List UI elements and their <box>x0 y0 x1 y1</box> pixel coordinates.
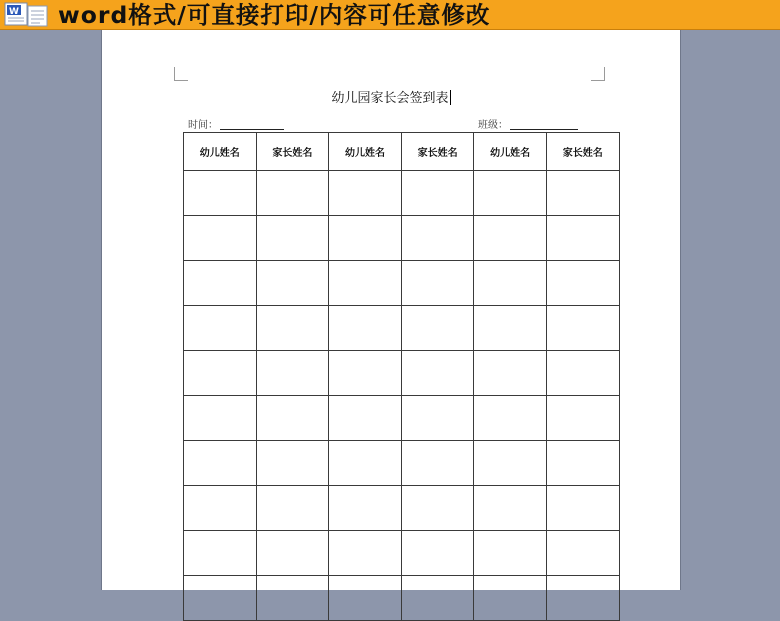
word-document-icon <box>4 2 50 28</box>
table-cell[interactable] <box>474 171 547 216</box>
sign-in-table <box>183 132 620 621</box>
table-cell[interactable] <box>256 486 329 531</box>
class-field[interactable] <box>478 118 578 132</box>
table-row <box>184 486 620 531</box>
table-cell[interactable] <box>546 441 619 486</box>
table-cell[interactable] <box>184 261 257 306</box>
time-blank-line[interactable] <box>220 118 284 130</box>
header-child-name: 幼儿姓名 <box>474 133 547 171</box>
table-cell[interactable] <box>546 306 619 351</box>
table-cell[interactable] <box>546 261 619 306</box>
table-cell[interactable] <box>329 486 402 531</box>
header-parent-name: 家长姓名 <box>256 133 329 171</box>
table-cell[interactable] <box>401 486 474 531</box>
time-label: 时间： <box>188 120 218 131</box>
table-cell[interactable] <box>401 261 474 306</box>
table-cell[interactable] <box>329 351 402 396</box>
table-cell[interactable] <box>256 306 329 351</box>
table-row <box>184 396 620 441</box>
table-cell[interactable] <box>256 216 329 261</box>
document-title[interactable] <box>102 88 680 110</box>
svg-text:W: W <box>9 7 19 17</box>
table-cell[interactable] <box>329 171 402 216</box>
table-cell[interactable] <box>329 261 402 306</box>
table-cell[interactable] <box>256 351 329 396</box>
table-cell[interactable] <box>329 576 402 621</box>
banner-text: word格式/可直接打印/内容可任意修改 <box>58 1 491 29</box>
header-child-name: 幼儿姓名 <box>184 133 257 171</box>
table-cell[interactable] <box>184 531 257 576</box>
table-cell[interactable] <box>546 171 619 216</box>
table-row <box>184 171 620 216</box>
margin-corner-mark-left <box>174 67 188 81</box>
margin-corner-mark-right <box>591 67 605 81</box>
table-cell[interactable] <box>184 306 257 351</box>
table-body <box>184 171 620 621</box>
table-cell[interactable] <box>329 441 402 486</box>
table-row <box>184 441 620 486</box>
table-cell[interactable] <box>546 216 619 261</box>
workspace-background-left <box>0 30 100 585</box>
table-cell[interactable] <box>474 351 547 396</box>
table-cell[interactable] <box>474 216 547 261</box>
document-page[interactable] <box>102 30 680 590</box>
time-field[interactable] <box>188 118 284 132</box>
table-cell[interactable] <box>184 351 257 396</box>
table-header-row <box>184 133 620 171</box>
table-cell[interactable] <box>401 306 474 351</box>
text-cursor <box>450 90 451 105</box>
table-cell[interactable] <box>401 351 474 396</box>
promo-banner <box>0 0 780 30</box>
table-cell[interactable] <box>256 531 329 576</box>
table-cell[interactable] <box>184 576 257 621</box>
table-cell[interactable] <box>546 531 619 576</box>
table-row <box>184 261 620 306</box>
table-row <box>184 531 620 576</box>
table-cell[interactable] <box>474 306 547 351</box>
table-cell[interactable] <box>256 171 329 216</box>
table-cell[interactable] <box>474 441 547 486</box>
table-cell[interactable] <box>329 306 402 351</box>
table-cell[interactable] <box>401 396 474 441</box>
table-row <box>184 351 620 396</box>
table-cell[interactable] <box>184 441 257 486</box>
table-cell[interactable] <box>474 486 547 531</box>
table-cell[interactable] <box>401 216 474 261</box>
table-cell[interactable] <box>329 216 402 261</box>
table-cell[interactable] <box>184 216 257 261</box>
table-row <box>184 576 620 621</box>
table-cell[interactable] <box>401 531 474 576</box>
header-child-name: 幼儿姓名 <box>329 133 402 171</box>
class-blank-line[interactable] <box>510 118 578 130</box>
table-cell[interactable] <box>401 171 474 216</box>
table-cell[interactable] <box>184 486 257 531</box>
table-cell[interactable] <box>546 351 619 396</box>
table-row <box>184 216 620 261</box>
header-parent-name: 家长姓名 <box>546 133 619 171</box>
workspace-background-right <box>680 30 780 585</box>
table-cell[interactable] <box>546 396 619 441</box>
header-parent-name: 家长姓名 <box>401 133 474 171</box>
table-cell[interactable] <box>474 261 547 306</box>
table-cell[interactable] <box>184 396 257 441</box>
table-cell[interactable] <box>546 576 619 621</box>
table-cell[interactable] <box>401 576 474 621</box>
table-cell[interactable] <box>256 261 329 306</box>
table-row <box>184 306 620 351</box>
table-cell[interactable] <box>256 441 329 486</box>
document-title-text: 幼儿园家长会签到表 <box>331 91 449 106</box>
table-cell[interactable] <box>329 396 402 441</box>
table-cell[interactable] <box>474 396 547 441</box>
table-cell[interactable] <box>401 441 474 486</box>
table-cell[interactable] <box>329 531 402 576</box>
table-cell[interactable] <box>474 531 547 576</box>
table-cell[interactable] <box>546 486 619 531</box>
table-cell[interactable] <box>184 171 257 216</box>
class-label: 班级： <box>478 120 508 131</box>
table-cell[interactable] <box>256 396 329 441</box>
table-cell[interactable] <box>256 576 329 621</box>
table-cell[interactable] <box>474 576 547 621</box>
